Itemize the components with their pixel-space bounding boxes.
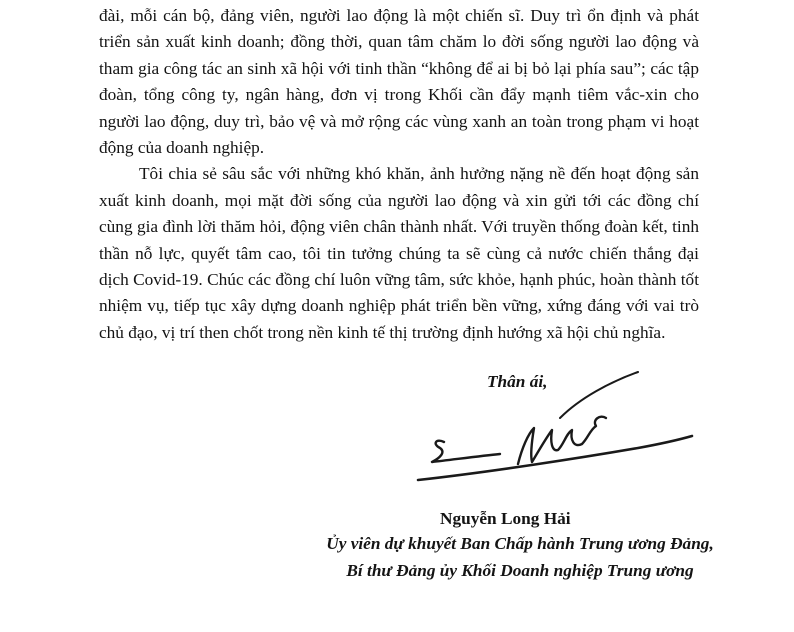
letter-body	[99, 3, 699, 346]
signer-title-line-1: Ủy viên dự khuyết Ban Chấp hành Trung ương Đảng,	[326, 534, 714, 553]
paragraph-2: Tôi chia sẻ sâu sắc với những khó khăn, ảnh hưởng nặng nề đến hoạt động sản xuất kinh doanh, mọi mặt đời sống của người lao động và xin gửi tới các đồng chí cùng gia đình lời thăm hỏi, động viên chân thành nhất. Với truyền thống đoàn kết, tinh thần nỗ lực, quyết tâm cao, tôi tin tưởng chúng ta sẽ cùng cả nước chiến thắng đại dịch Covid-19. Chúc các đồng chí luôn vững tâm, sức khỏe, hạnh phúc, hoàn thành tốt nhiệm vụ, tiếp tục xây dựng doanh nghiệp phát triển bền vững, xứng đáng với vai trò chủ đạo, vị trí then chốt trong nền kinh tế thị trường định hướng xã hội chủ nghĩa.	[99, 164, 699, 342]
paragraph-1: đài, mỗi cán bộ, đảng viên, người lao động là một chiến sĩ. Duy trì ổn định và phát triển sản xuất kinh doanh; đồng thời, quan tâm chăm lo đời sống người lao động và tham gia công tác an sinh xã hội với tinh thần “không để ai bị bỏ lại phía sau”; các tập đoàn, tổng công ty, ngân hàng, đơn vị trong Khối cần đẩy mạnh tiêm vắc-xin cho người lao động, duy trì, bảo vệ và mở rộng các vùng xanh an toàn trong phạm vi hoạt động của doanh nghiệp.	[99, 6, 699, 158]
signer-title-line-2: Bí thư Đảng ủy Khối Doanh nghiệp Trung ương	[346, 561, 694, 580]
handwritten-signature	[410, 368, 700, 498]
closing-salutation: Thân ái,	[487, 372, 548, 391]
signer-name: Nguyễn Long Hải	[440, 509, 571, 528]
